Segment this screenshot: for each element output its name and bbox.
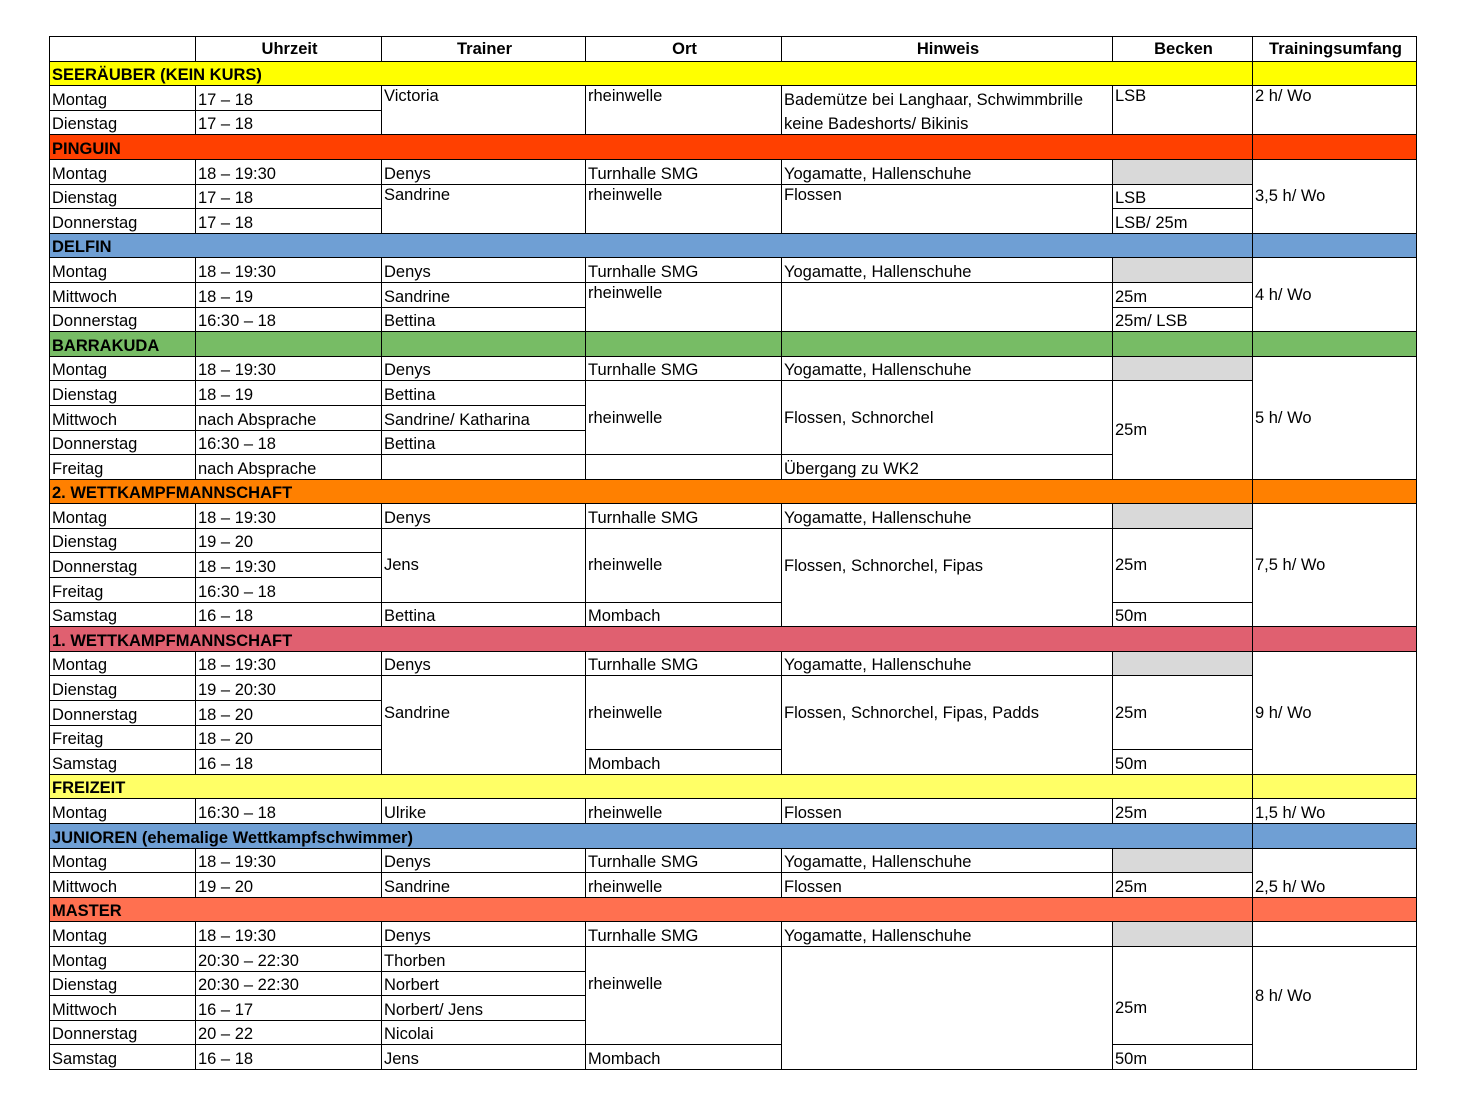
volume-cell: 7,5 h/ Wo: [1253, 504, 1417, 627]
pool-cell: 50m: [1113, 602, 1253, 627]
trainer-cell: Bettina: [382, 430, 586, 455]
table-row: [50, 159, 1417, 184]
volume-cell: 2,5 h/ Wo: [1253, 848, 1417, 897]
group-header-row: [50, 135, 1417, 160]
time-cell: 19 – 20: [196, 528, 382, 553]
place-cell: rheinwelle: [586, 282, 782, 331]
note-cell: Flossen: [782, 799, 1113, 824]
day-cell: Montag: [50, 922, 196, 947]
group-pool-cell: [1113, 824, 1253, 849]
group-pool-cell: [1113, 233, 1253, 258]
trainer-cell: Sandrine: [382, 184, 586, 233]
group-name: 1. WETTKAMPFMANNSCHAFT: [50, 627, 1113, 652]
group-name: FREIZEIT: [50, 774, 1113, 799]
header-note: Hinweis: [782, 37, 1113, 62]
group-header-row: [50, 774, 1417, 799]
note-cell: keine Badeshorts/ Bikinis: [782, 110, 1113, 135]
group-name: SEERÄUBER (KEIN KURS): [50, 61, 1113, 86]
pool-cell: 25m: [1113, 946, 1253, 1044]
note-cell: Yogamatte, Hallenschuhe: [782, 922, 1113, 947]
group-volume-cell: [1253, 897, 1417, 922]
volume-cell: 8 h/ Wo: [1253, 946, 1417, 1069]
group-time-cell: [196, 332, 382, 357]
header-trainer: Trainer: [382, 37, 586, 62]
time-cell: 18 – 19:30: [196, 504, 382, 529]
time-cell: 18 – 19: [196, 282, 382, 307]
day-cell: Montag: [50, 86, 196, 111]
pool-cell: LSB: [1113, 86, 1253, 135]
day-cell: Montag: [50, 258, 196, 283]
trainer-cell: Sandrine: [382, 873, 586, 898]
time-cell: nach Absprache: [196, 405, 382, 430]
group-place-cell: [586, 332, 782, 357]
place-cell: rheinwelle: [586, 873, 782, 898]
day-cell: Dienstag: [50, 184, 196, 209]
trainer-cell: Denys: [382, 651, 586, 676]
day-cell: Freitag: [50, 578, 196, 603]
note-cell: Flossen, Schnorchel, Fipas: [782, 528, 1113, 626]
pool-cell: LSB: [1113, 184, 1253, 209]
group-name: BARRAKUDA: [50, 332, 196, 357]
time-cell: 17 – 18: [196, 110, 382, 135]
day-cell: Dienstag: [50, 676, 196, 701]
group-volume-cell: [1253, 824, 1417, 849]
time-cell: 18 – 19:30: [196, 159, 382, 184]
note-cell: Yogamatte, Hallenschuhe: [782, 651, 1113, 676]
table-row: [50, 528, 1417, 553]
group-pool-cell: [1113, 332, 1253, 357]
table-row: [50, 651, 1417, 676]
pool-cell: 25m: [1113, 799, 1253, 824]
place-cell: Turnhalle SMG: [586, 651, 782, 676]
table-row: [50, 1045, 1417, 1070]
place-cell: rheinwelle: [586, 184, 782, 233]
trainer-cell: Norbert: [382, 971, 586, 996]
pool-cell-empty: [1113, 651, 1253, 676]
table-row: [50, 799, 1417, 824]
time-cell: 16:30 – 18: [196, 578, 382, 603]
place-cell: rheinwelle: [586, 799, 782, 824]
pool-cell-empty: [1113, 356, 1253, 381]
group-header-row: [50, 824, 1417, 849]
place-cell: rheinwelle: [586, 946, 782, 1044]
day-cell: Donnerstag: [50, 1020, 196, 1045]
pool-cell: 25m/ LSB: [1113, 307, 1253, 332]
trainer-cell: Bettina: [382, 381, 586, 406]
pool-cell: 50m: [1113, 750, 1253, 775]
group-trainer-cell: [382, 332, 586, 357]
group-note-cell: [782, 332, 1113, 357]
day-cell: Donnerstag: [50, 307, 196, 332]
table-row: [50, 381, 1417, 406]
time-cell: 18 – 19: [196, 381, 382, 406]
pool-cell: 25m: [1113, 282, 1253, 307]
trainer-cell: Denys: [382, 159, 586, 184]
note-cell: [782, 282, 1113, 331]
pool-cell: 50m: [1113, 1045, 1253, 1070]
header-day: [50, 37, 196, 62]
trainer-cell: Denys: [382, 848, 586, 873]
volume-cell: 9 h/ Wo: [1253, 651, 1417, 774]
time-cell: 18 – 19:30: [196, 356, 382, 381]
group-volume-cell: [1253, 233, 1417, 258]
group-pool-cell: [1113, 135, 1253, 160]
group-header-row: [50, 233, 1417, 258]
trainer-cell: Bettina: [382, 307, 586, 332]
time-cell: 20:30 – 22:30: [196, 946, 382, 971]
trainer-cell: Thorben: [382, 946, 586, 971]
table-row: [50, 676, 1417, 701]
volume-cell: 2 h/ Wo: [1253, 86, 1417, 135]
volume-cell: 4 h/ Wo: [1253, 258, 1417, 332]
table-row: [50, 946, 1417, 971]
trainer-cell: Nicolai: [382, 1020, 586, 1045]
volume-cell: 1,5 h/ Wo: [1253, 799, 1417, 824]
day-cell: Freitag: [50, 725, 196, 750]
note-cell: Flossen: [782, 184, 1113, 233]
day-cell: Montag: [50, 848, 196, 873]
table-row: [50, 873, 1417, 898]
day-cell: Samstag: [50, 750, 196, 775]
table-row: [50, 184, 1417, 209]
time-cell: 20:30 – 22:30: [196, 971, 382, 996]
day-cell: Samstag: [50, 1045, 196, 1070]
pool-cell: 25m: [1113, 381, 1253, 479]
time-cell: 19 – 20:30: [196, 676, 382, 701]
time-cell: 18 – 20: [196, 701, 382, 726]
header-pool: Becken: [1113, 37, 1253, 62]
place-cell: Turnhalle SMG: [586, 922, 782, 947]
time-cell: nach Absprache: [196, 455, 382, 480]
place-cell: Mombach: [586, 750, 782, 775]
time-cell: 18 – 20: [196, 725, 382, 750]
pool-cell: 25m: [1113, 676, 1253, 750]
volume-cell: 3,5 h/ Wo: [1253, 159, 1417, 233]
trainer-cell: [382, 455, 586, 480]
time-cell: 18 – 19:30: [196, 553, 382, 578]
place-cell: Turnhalle SMG: [586, 258, 782, 283]
note-cell: Yogamatte, Hallenschuhe: [782, 159, 1113, 184]
time-cell: 16 – 18: [196, 602, 382, 627]
group-pool-cell: [1113, 774, 1253, 799]
place-cell: rheinwelle: [586, 528, 782, 602]
note-cell: Flossen, Schnorchel: [782, 381, 1113, 455]
pool-cell-empty: [1113, 922, 1253, 947]
header-place: Ort: [586, 37, 782, 62]
day-cell: Donnerstag: [50, 209, 196, 234]
time-cell: 17 – 18: [196, 209, 382, 234]
trainer-cell: Jens: [382, 528, 586, 602]
time-cell: 16 – 17: [196, 996, 382, 1021]
place-cell: Turnhalle SMG: [586, 356, 782, 381]
day-cell: Mittwoch: [50, 996, 196, 1021]
trainer-cell: Denys: [382, 258, 586, 283]
group-header-row: [50, 897, 1417, 922]
pool-cell: 25m: [1113, 873, 1253, 898]
table-row: [50, 504, 1417, 529]
day-cell: Montag: [50, 356, 196, 381]
day-cell: Dienstag: [50, 528, 196, 553]
time-cell: 19 – 20: [196, 873, 382, 898]
place-cell: [586, 455, 782, 480]
group-volume-cell: [1253, 135, 1417, 160]
place-cell: Turnhalle SMG: [586, 159, 782, 184]
group-name: PINGUIN: [50, 135, 1113, 160]
note-cell: Yogamatte, Hallenschuhe: [782, 504, 1113, 529]
training-schedule-table: [49, 36, 1417, 1070]
day-cell: Montag: [50, 159, 196, 184]
note-cell: Bademütze bei Langhaar, Schwimmbrille: [782, 86, 1113, 111]
day-cell: Mittwoch: [50, 873, 196, 898]
time-cell: 18 – 19:30: [196, 258, 382, 283]
group-volume-cell: [1253, 774, 1417, 799]
day-cell: Dienstag: [50, 381, 196, 406]
day-cell: Montag: [50, 504, 196, 529]
trainer-cell: Sandrine: [382, 676, 586, 774]
place-cell: Mombach: [586, 1045, 782, 1070]
header-time: Uhrzeit: [196, 37, 382, 62]
group-volume-cell: [1253, 61, 1417, 86]
table-row: [50, 602, 1417, 627]
time-cell: 18 – 19:30: [196, 922, 382, 947]
group-header-row: [50, 627, 1417, 652]
time-cell: 20 – 22: [196, 1020, 382, 1045]
trainer-cell: Bettina: [382, 602, 586, 627]
pool-cell-empty: [1113, 504, 1253, 529]
trainer-cell: Denys: [382, 504, 586, 529]
pool-cell: LSB/ 25m: [1113, 209, 1253, 234]
day-cell: Freitag: [50, 455, 196, 480]
table-row: [50, 258, 1417, 283]
day-cell: Dienstag: [50, 971, 196, 996]
place-cell: rheinwelle: [586, 676, 782, 750]
place-cell: rheinwelle: [586, 86, 782, 135]
trainer-cell: Ulrike: [382, 799, 586, 824]
day-cell: Samstag: [50, 602, 196, 627]
time-cell: 16 – 18: [196, 750, 382, 775]
day-cell: Donnerstag: [50, 701, 196, 726]
group-name: 2. WETTKAMPFMANNSCHAFT: [50, 479, 1113, 504]
note-cell: Übergang zu WK2: [782, 455, 1113, 480]
table-row: [50, 356, 1417, 381]
day-cell: Montag: [50, 946, 196, 971]
group-pool-cell: [1113, 897, 1253, 922]
day-cell: Montag: [50, 799, 196, 824]
day-cell: Donnerstag: [50, 553, 196, 578]
time-cell: 17 – 18: [196, 86, 382, 111]
group-volume-cell: [1253, 627, 1417, 652]
place-cell: Turnhalle SMG: [586, 504, 782, 529]
trainer-cell: Denys: [382, 356, 586, 381]
table-row: [50, 282, 1417, 307]
day-cell: Donnerstag: [50, 430, 196, 455]
note-cell: Yogamatte, Hallenschuhe: [782, 258, 1113, 283]
group-header-row: [50, 61, 1417, 86]
time-cell: 18 – 19:30: [196, 651, 382, 676]
group-pool-cell: [1113, 627, 1253, 652]
pool-cell-empty: [1113, 258, 1253, 283]
group-pool-cell: [1113, 61, 1253, 86]
group-name: DELFIN: [50, 233, 1113, 258]
volume-cell: 5 h/ Wo: [1253, 356, 1417, 479]
group-name: JUNIOREN (ehemalige Wettkampfschwimmer): [50, 824, 1113, 849]
note-cell: Flossen, Schnorchel, Fipas, Padds: [782, 676, 1113, 774]
trainer-cell: Victoria: [382, 86, 586, 135]
group-name: MASTER: [50, 897, 1113, 922]
day-cell: Mittwoch: [50, 282, 196, 307]
place-cell: Turnhalle SMG: [586, 848, 782, 873]
note-cell: Yogamatte, Hallenschuhe: [782, 848, 1113, 873]
note-cell: Yogamatte, Hallenschuhe: [782, 356, 1113, 381]
trainer-cell: Jens: [382, 1045, 586, 1070]
volume-cell-empty: [1253, 922, 1417, 947]
time-cell: 16:30 – 18: [196, 430, 382, 455]
note-cell: [782, 946, 1113, 1069]
pool-cell-empty: [1113, 848, 1253, 873]
group-pool-cell: [1113, 479, 1253, 504]
pool-cell: 25m: [1113, 528, 1253, 602]
group-header-row: [50, 479, 1417, 504]
group-volume-cell: [1253, 479, 1417, 504]
trainer-cell: Norbert/ Jens: [382, 996, 586, 1021]
table-row: [50, 922, 1417, 947]
time-cell: 16:30 – 18: [196, 799, 382, 824]
group-volume-cell: [1253, 332, 1417, 357]
table-row: [50, 848, 1417, 873]
trainer-cell: Denys: [382, 922, 586, 947]
trainer-cell: Sandrine: [382, 282, 586, 307]
time-cell: 16 – 18: [196, 1045, 382, 1070]
time-cell: 16:30 – 18: [196, 307, 382, 332]
day-cell: Mittwoch: [50, 405, 196, 430]
time-cell: 17 – 18: [196, 184, 382, 209]
day-cell: Dienstag: [50, 110, 196, 135]
day-cell: Montag: [50, 651, 196, 676]
header-volume: Trainingsumfang: [1253, 37, 1417, 62]
table-row: [50, 750, 1417, 775]
trainer-cell: Sandrine/ Katharina: [382, 405, 586, 430]
time-cell: 18 – 19:30: [196, 848, 382, 873]
place-cell: rheinwelle: [586, 381, 782, 455]
group-header-row: [50, 332, 1417, 357]
header-row: [50, 37, 1417, 62]
pool-cell-empty: [1113, 159, 1253, 184]
note-cell: Flossen: [782, 873, 1113, 898]
table-row: [50, 86, 1417, 111]
place-cell: Mombach: [586, 602, 782, 627]
